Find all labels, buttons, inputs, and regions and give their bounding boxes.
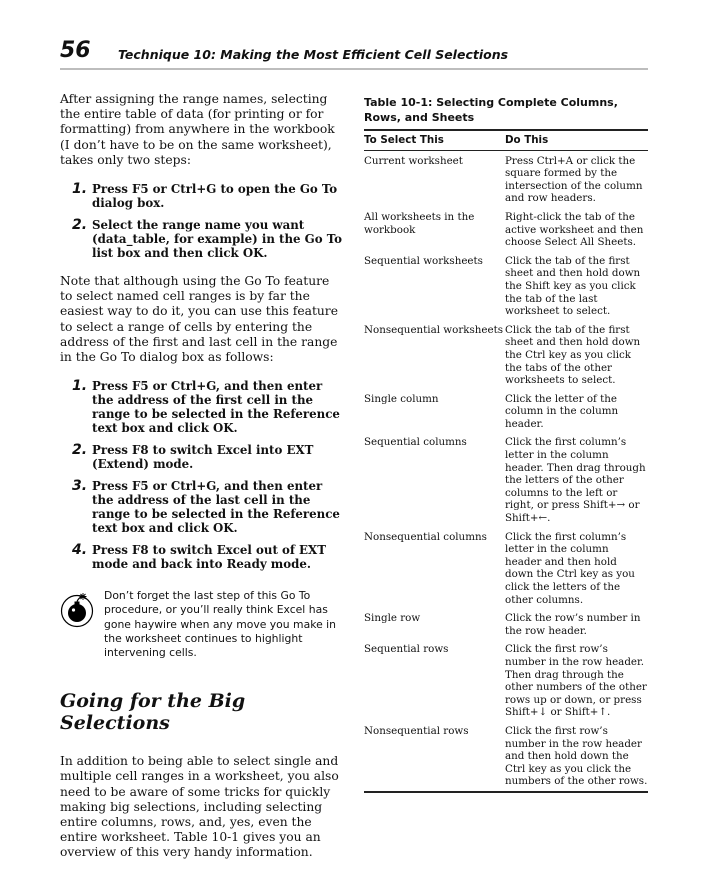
list-item — [60, 543, 345, 571]
table-row — [364, 719, 648, 792]
table-cell-action: Click the letter of the column in the column header. — [505, 392, 619, 430]
list-item — [60, 443, 345, 471]
selection-table — [364, 129, 648, 793]
page-number: 56 — [60, 38, 91, 63]
warning-note — [60, 589, 345, 660]
step-text: Press F8 to switch Excel into EXT (Extend) mode. — [92, 443, 314, 472]
right-column — [364, 95, 648, 793]
step-number: 2. — [72, 442, 88, 459]
step-number: 3. — [72, 478, 88, 495]
table-row — [364, 387, 648, 431]
table-cell-action: Click the tab of the first sheet and then hold down the Shift key as you click the tab of the last worksheet to select. — [505, 254, 641, 318]
table-cell-selection: Current worksheet — [364, 154, 463, 167]
table-cell-action: Press Ctrl+A or click the square formed by the intersection of the column and row headers. — [505, 154, 643, 205]
table-cell-selection: Single column — [364, 392, 439, 405]
table-row — [364, 430, 648, 524]
table-cell-action: Click the tab of the first sheet and then hold down the Ctrl key as you click the tabs of the other worksheets to select. — [505, 323, 641, 387]
column-header: To Select This — [364, 130, 505, 150]
table-cell-selection: Nonsequential columns — [364, 530, 487, 543]
list-item — [60, 379, 345, 435]
list-item — [60, 479, 345, 535]
table-cell-selection: Single row — [364, 612, 421, 625]
step-text: Press F5 or Ctrl+G, and then enter the address of the first cell in the range to be selected in the Reference text box and click OK. — [92, 379, 340, 436]
tip-text: Don’t forget the last step of this Go To procedure, or you’ll really think Excel has gone haywire when any move you make in the worksheet continues to highlight intervening cells. — [104, 589, 336, 660]
table-caption: Table 10-1: Selecting Complete Columns, Rows, and Sheets — [364, 96, 618, 124]
table-row — [364, 249, 648, 318]
table-row — [364, 606, 648, 637]
list-item — [60, 218, 345, 260]
table-row — [364, 205, 648, 249]
range-steps-list — [60, 379, 345, 571]
step-text: Press F5 or Ctrl+G to open the Go To dialog box. — [92, 182, 338, 211]
table-cell-action: Click the first column’s letter in the column header and then hold down the Ctrl key as you click the letters of the other columns. — [505, 530, 635, 606]
running-title: Technique 10: Making the Most Efficient Cell Selections — [118, 47, 509, 62]
table-cell-selection: All worksheets in the workbook — [364, 210, 475, 236]
goto-steps-list — [60, 182, 345, 260]
table-cell-action: Click the row’s number in the row header. — [505, 612, 641, 637]
step-text: Press F5 or Ctrl+G, and then enter the address of the last cell in the range to be selected in the Reference text box and click OK. — [92, 479, 340, 536]
bomb-icon — [60, 589, 94, 629]
note-paragraph: Note that although using the Go To feature to select named cell ranges is by far the easiest way to do it, you can use this feature to select a range of cells by entering the address of the first and last cell in the range in the Go To dialog box as follows: — [60, 274, 338, 365]
intro-paragraph: After assigning the range names, selecting the entire table of data (for printing or for formatting) from anywhere in the workbook (I don’t have to be on the same worksheet), takes only two steps: — [60, 92, 335, 167]
left-column — [60, 92, 345, 875]
step-number: 2. — [72, 217, 88, 234]
table-cell-action: Click the first row’s number in the row header. Then drag through the other numbers of the other rows up or down, or press Shift+↓ or Shift+↑. — [505, 643, 647, 719]
table-header-row — [364, 130, 648, 150]
step-number: 1. — [72, 181, 88, 198]
table-row — [364, 150, 648, 205]
table-cell-action: Click the first row’s number in the row header and then hold down the Ctrl key as you click the numbers of the other rows. — [505, 724, 648, 788]
section-paragraph: In addition to being able to select single and multiple cell ranges in a worksheet, you also need to be aware of some tricks for quickly making big selections, including selecting entire columns, rows, and, yes, even the entire worksheet. Table 10-1 gives you an overview of this very handy information. — [60, 754, 339, 860]
running-header — [60, 40, 648, 70]
table-cell-selection: Sequential worksheets — [364, 254, 483, 267]
table-row — [364, 318, 648, 387]
table-row — [364, 637, 648, 719]
table-cell-selection: Nonsequential rows — [364, 724, 469, 737]
table-cell-selection: Sequential rows — [364, 643, 449, 656]
table-cell-action: Click the first column’s letter in the column header. Then drag through the letters of the other columns to the left or right, or press Shift+→ or Shift+←. — [505, 436, 646, 525]
table-row — [364, 525, 648, 607]
step-text: Select the range name you want (data_table, for example) in the Go To list box and then click OK. — [92, 218, 343, 261]
table-cell-selection: Sequential columns — [364, 436, 467, 449]
section-heading: Going for the Big Selections — [60, 690, 246, 735]
step-number: 1. — [72, 378, 88, 395]
column-header: Do This — [505, 130, 648, 150]
table-body — [364, 150, 648, 792]
table-cell-selection: Nonsequential worksheets — [364, 323, 504, 336]
step-number: 4. — [72, 542, 88, 559]
table-cell-action: Right-click the tab of the active worksheet and then choose Select All Sheets. — [505, 210, 644, 249]
list-item — [60, 182, 345, 210]
step-text: Press F8 to switch Excel out of EXT mode and back into Ready mode. — [92, 543, 326, 572]
